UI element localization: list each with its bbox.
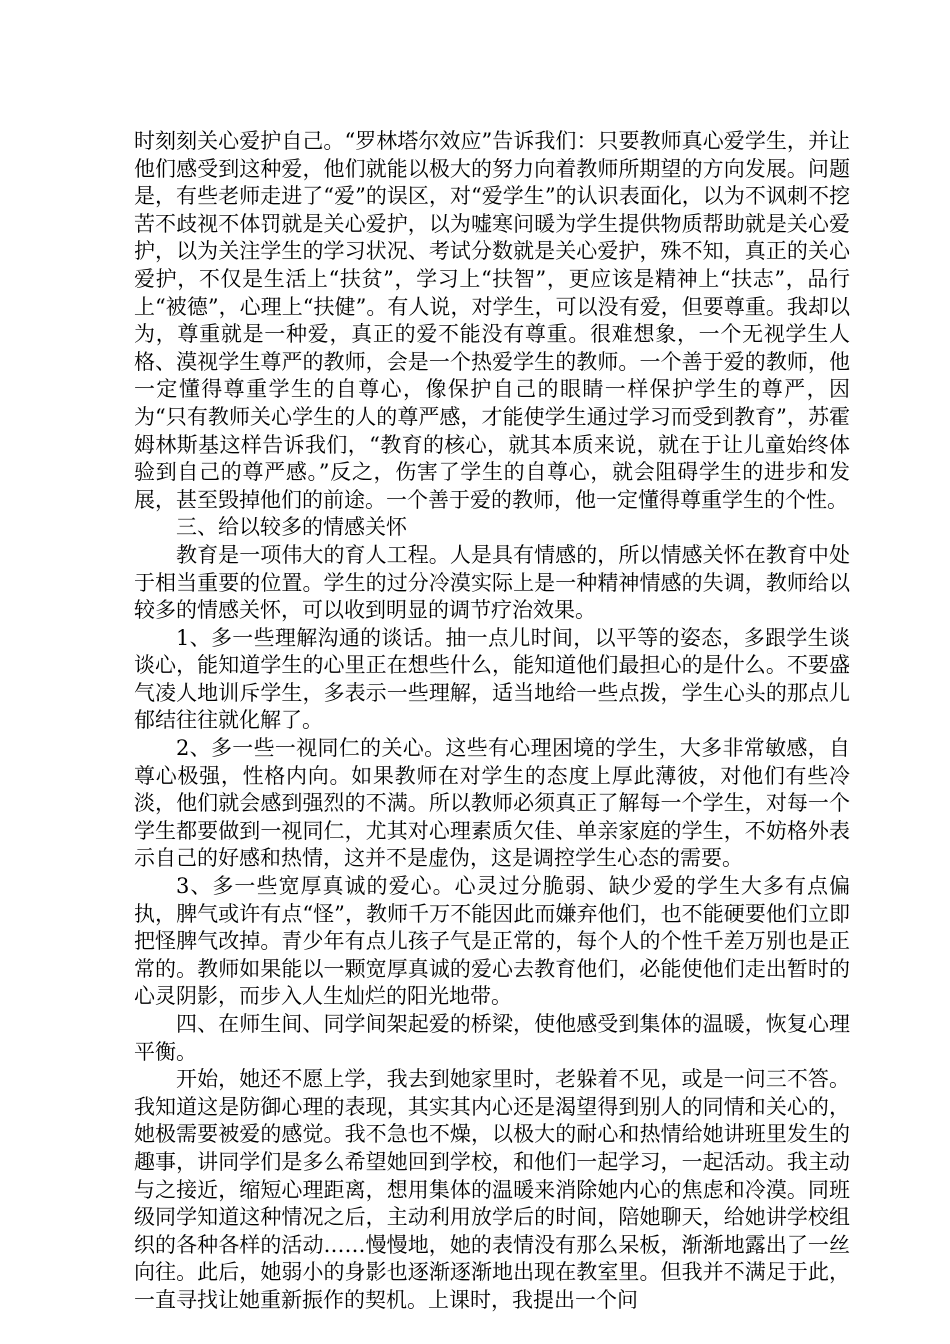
section-heading-bridge-of-love: 四、在师生间、同学间架起爱的桥梁，使他感受到集体的温暖，恢复心理平衡。: [134, 1012, 850, 1064]
document-body: [134, 128, 850, 1315]
paragraph-point-1-communication: 1、多一些理解沟通的谈话。抽一点儿时间，以平等的姿态，多跟学生谈谈心，能知道学生的心里正在想些什么，能知道他们最担心的是什么。不要盛气凌人地训斥学生，多表示一些理解，适当地给一些点拨，学生心头的那点儿郁结往往就化解了。: [134, 625, 850, 733]
paragraph-case-story: 开始，她还不愿上学，我去到她家里时，老躲着不见，或是一问三不答。我知道这是防御心理的表现，其实其内心还是渴望得到别人的同情和关心的，她极需要被爱的感觉。我不急也不燥，以极大的耐心和热情给她讲班里发生的趣事，讲同学们是多么希望她回到学校，和他们一起学习，一起活动。我主动与之接近，缩短心理距离，想用集体的温暖来消除她内心的焦虑和冷漠。同班级同学知道这种情况之后，主动利用放学后的时间，陪她聊天，给她讲学校组织的各种各样的活动……慢慢地，她的表情没有那么呆板，渐渐地露出了一丝向往。此后，她弱小的身影也逐渐逐渐地出现在教室里。但我并不满足于此，一直寻找让她重新振作的契机。上课时，我提出一个问: [134, 1067, 850, 1312]
section-heading-emotional-care: 三、给以较多的情感关怀: [176, 515, 407, 540]
paragraph-emotional-care-intro: 教育是一项伟大的育人工程。人是具有情感的，所以情感关怀在教育中处于相当重要的位置。学生的过分冷漠实际上是一种精神情感的失调，教师给以较多的情感关怀，可以收到明显的调节疗治效果。: [134, 542, 850, 623]
paragraph-point-2-equal-care: 2、多一些一视同仁的关心。这些有心理困境的学生，大多非常敏感，自尊心极强，性格内向。如果教师在对学生的态度上厚此薄彼，对他们有些冷淡，他们就会感到强烈的不满。所以教师必须真正了解每一个学生，对每一个学生都要做到一视同仁，尤其对心理素质欠佳、单亲家庭的学生，不妨格外表示自己的好感和热情，这并不是虚伪，这是调控学生心态的需要。: [134, 736, 850, 871]
paragraph-point-3-sincere-love: 3、多一些宽厚真诚的爱心。心灵过分脆弱、缺少爱的学生大多有点偏执，脾气或许有点“怪”，教师千万不能因此而嫌弃他们，也不能硬要他们立即把怪脾气改掉。青少年有点儿孩子气是正常的，每个人的个性千差万别也是正常的。教师如果能以一颗宽厚真诚的爱心去教育他们，必能使他们走出暂时的心灵阴影，而步入人生灿烂的阳光地带。: [134, 874, 850, 1009]
paragraph-respect: 时刻刻关心爱护自己。“罗林塔尔效应”告诉我们：只要教师真心爱学生，并让他们感受到这种爱，他们就能以极大的努力向着教师所期望的方向发展。问题是，有些老师走进了“爱”的误区，对“爱学生”的认识表面化，以为不讽刺不挖苦不歧视不体罚就是关心爱护，以为嘘寒问暖为学生提供物质帮助就是关心爱护，以为关注学生的学习状况、考试分数就是关心爱护，殊不知，真正的关心爱护，不仅是生活上“扶贫”，学习上“扶智”，更应该是精神上“扶志”，品行上“被德”，心理上“扶健”。有人说，对学生，可以没有爱，但要尊重。我却以为，尊重就是一种爱，真正的爱不能没有尊重。很难想象，一个无视学生人格、漠视学生尊严的教师，会是一个热爱学生的教师。一个善于爱的教师，他一定懂得尊重学生的自尊心，像保护自己的眼睛一样保护学生的尊严，因为“只有教师关心学生的人的尊严感，才能使学生通过学习而受到教育”，苏霍姆林斯基这样告诉我们，“教育的核心，就其本质来说，就在于让儿童始终体验到自己的尊严感。”反之，伤害了学生的自尊心，就会阻碍学生的进步和发展，甚至毁掉他们的前途。一个善于爱的教师，他一定懂得尊重学生的个性。: [134, 129, 850, 512]
